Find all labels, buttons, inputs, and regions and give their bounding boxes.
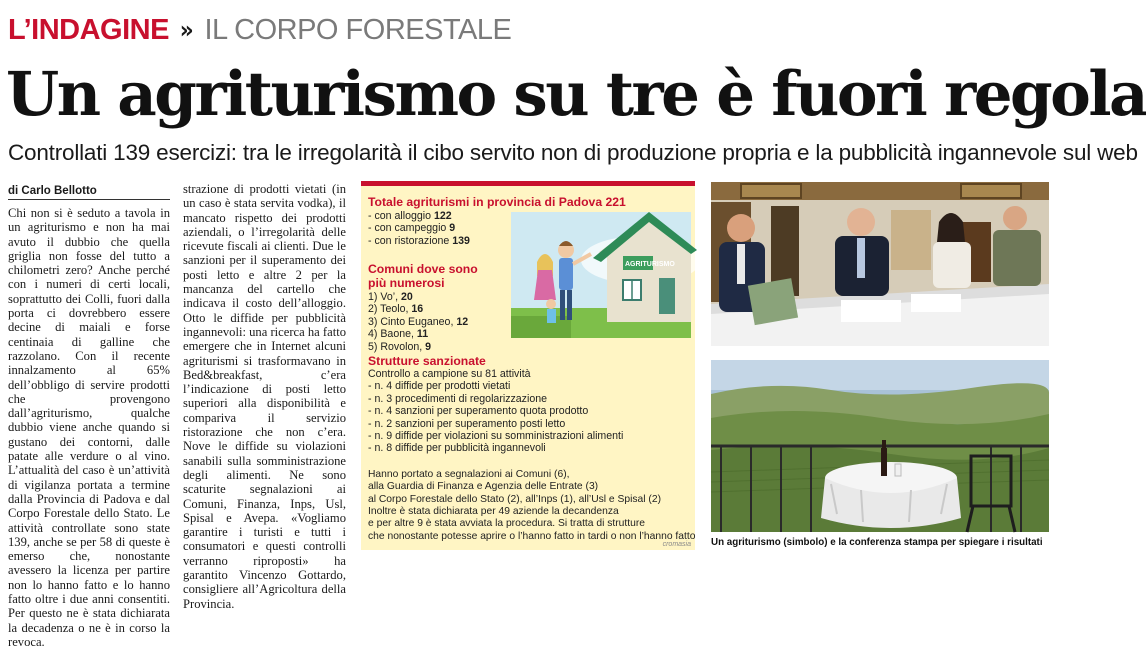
list-item: - n. 3 procedimenti di regolarizzazione: [368, 392, 548, 405]
kicker-topic: IL CORPO FORESTALE: [204, 13, 512, 46]
list-item: - con campeggio 9: [368, 222, 456, 235]
kicker-section: L’INDAGINE: [8, 13, 169, 46]
section-kicker: [8, 12, 511, 48]
farmhouse-illustration: [511, 212, 691, 338]
revocation-paragraph: Inoltre è stata dichiarata per 49 aziende la decandenza e per altre 9 è stata avviata la procedura. Si tratta di strutture che nonostante potesse aprire o l’hanno fatto in tardi o non l’hanno fatto: [368, 506, 696, 542]
infobox: [361, 181, 695, 550]
list-item: 3) Cinto Euganeo, 12: [368, 315, 469, 328]
subheadline: Controllati 139 esercizi: tra le irregolarità il cibo servito non di produzione propria e la pubblicità ingannevole sul web: [8, 140, 1138, 165]
list-item: - con alloggio 122: [368, 210, 452, 222]
list-item: 4) Baone, 11: [368, 328, 429, 341]
list-item: - n. 4 sanzioni per superamento quota prodotto: [368, 405, 589, 418]
double-chevron-icon: »: [179, 16, 194, 44]
list-item: - n. 8 diffide per pubblicità ingannevoli: [368, 442, 546, 455]
list-item: - n. 2 sanzioni per superamento posti letto: [368, 417, 566, 430]
headline: Un agriturismo su tre è fuori regola: [6, 59, 1146, 130]
press-conference-photo: [711, 182, 1049, 346]
graphic-credit: cromasia: [662, 541, 691, 548]
sanctions-title: Strutture sanzionate: [368, 354, 486, 368]
list-item: 2) Teolo, 16: [368, 303, 424, 316]
photo-caption: Un agriturismo (simbolo) e la conferenza stampa per spiegare i risultati: [711, 537, 1043, 548]
list-item: 5) Rovolon, 9: [368, 340, 432, 353]
agriturismo-terrace-photo: [711, 360, 1049, 532]
article-column-2: strazione di prodotti vietati (in un caso è stata servita vodka), il mancato rispetto dei prodotti aziendali, o l’irregolarità delle ricevute fiscali ai clienti. Due le sanzioni per il superamento dei posti letto e altre 2 per la mancanza del cartello che indicava il costo dell’alloggio. Otto le diffide per pubblicità ingannevoli: una ricerca ha fatto emergere che in Internet alcuni agriturismi si trasformavano in Bed&breakfast, c’era l’indicazione di posti letto superiori alla disponibilità e compariva il servizio ristorazione che non c’era. Nove le diffide su violazioni sanabili sulla somministrazione degli alimenti. Ne sono scaturite segnalazioni ai Comuni, Finanza, Inps, Usl, Spisal e Avepa. «Vogliamo garantire i turisti e tutti i consumatori e questi controlli verranno riproposti» ha garantito Vincenzo Gottardo, consigliere all’Agricoltura della Provincia.: [183, 182, 346, 611]
list-item: - n. 9 diffide per violazioni su somministrazioni alimenti: [368, 430, 624, 443]
totals-list: [368, 210, 470, 247]
municipalities-list: [368, 291, 468, 353]
sanctions-list: [368, 368, 623, 455]
municipalities-title: Comuni dove sono più numerosi: [368, 262, 478, 290]
reports-paragraph: Hanno portato a segnalazioni ai Comuni (6), alla Guardia di Finanza e Agenzia delle Entrate (3) al Corpo Forestale dello Stato (2), all’Inps (1), all’Usl e Spisal (2): [368, 469, 662, 505]
infobox-title: Totale agriturismi in provincia di Padova 221: [368, 195, 626, 209]
article-column-1: Chi non si è seduto a tavola in un agriturismo e non ha mai avuto il dubbio che quella griglia non fosse del tutto a chilometri zero? Anche perché con i numeri di certi locali, soprattutto dei Colli, fuori dalla porta ci dovrebbero essere decine di maiali e forse centinaia di galline che razzolano. Con il recente innalzamento al 65% dell’obbligo di servire prodotti che provengono dall’agriturismo, qualche dubbio viene anche quando si gustano dei contorni, dalle patate alle verdure o al vino. L’attualità del caso è un’attività di vigilanza portata a termine dalla Provincia di Padova e dal Corpo Forestale dello Stato. Le attività controllate sono state 139, anche se per 58 di queste è emerso che, nonostante avessero la licenza per partire non lo hanno fatto e lo hanno fatto oltre i due anni consentiti. Per questo ne è stata dichiarata la decadenza o ne è in corso la revoca.: [8, 206, 170, 649]
svg-text:AGRITURISMO: AGRITURISMO: [625, 261, 675, 268]
list-item: 1) Vo’, 20: [368, 291, 413, 303]
list-item: - con ristorazione 139: [368, 234, 470, 247]
byline: di Carlo Bellotto: [8, 184, 170, 200]
list-item: - n. 4 diffide per prodotti vietati: [368, 380, 511, 393]
list-item: Controllo a campione su 81 attività: [368, 368, 531, 380]
